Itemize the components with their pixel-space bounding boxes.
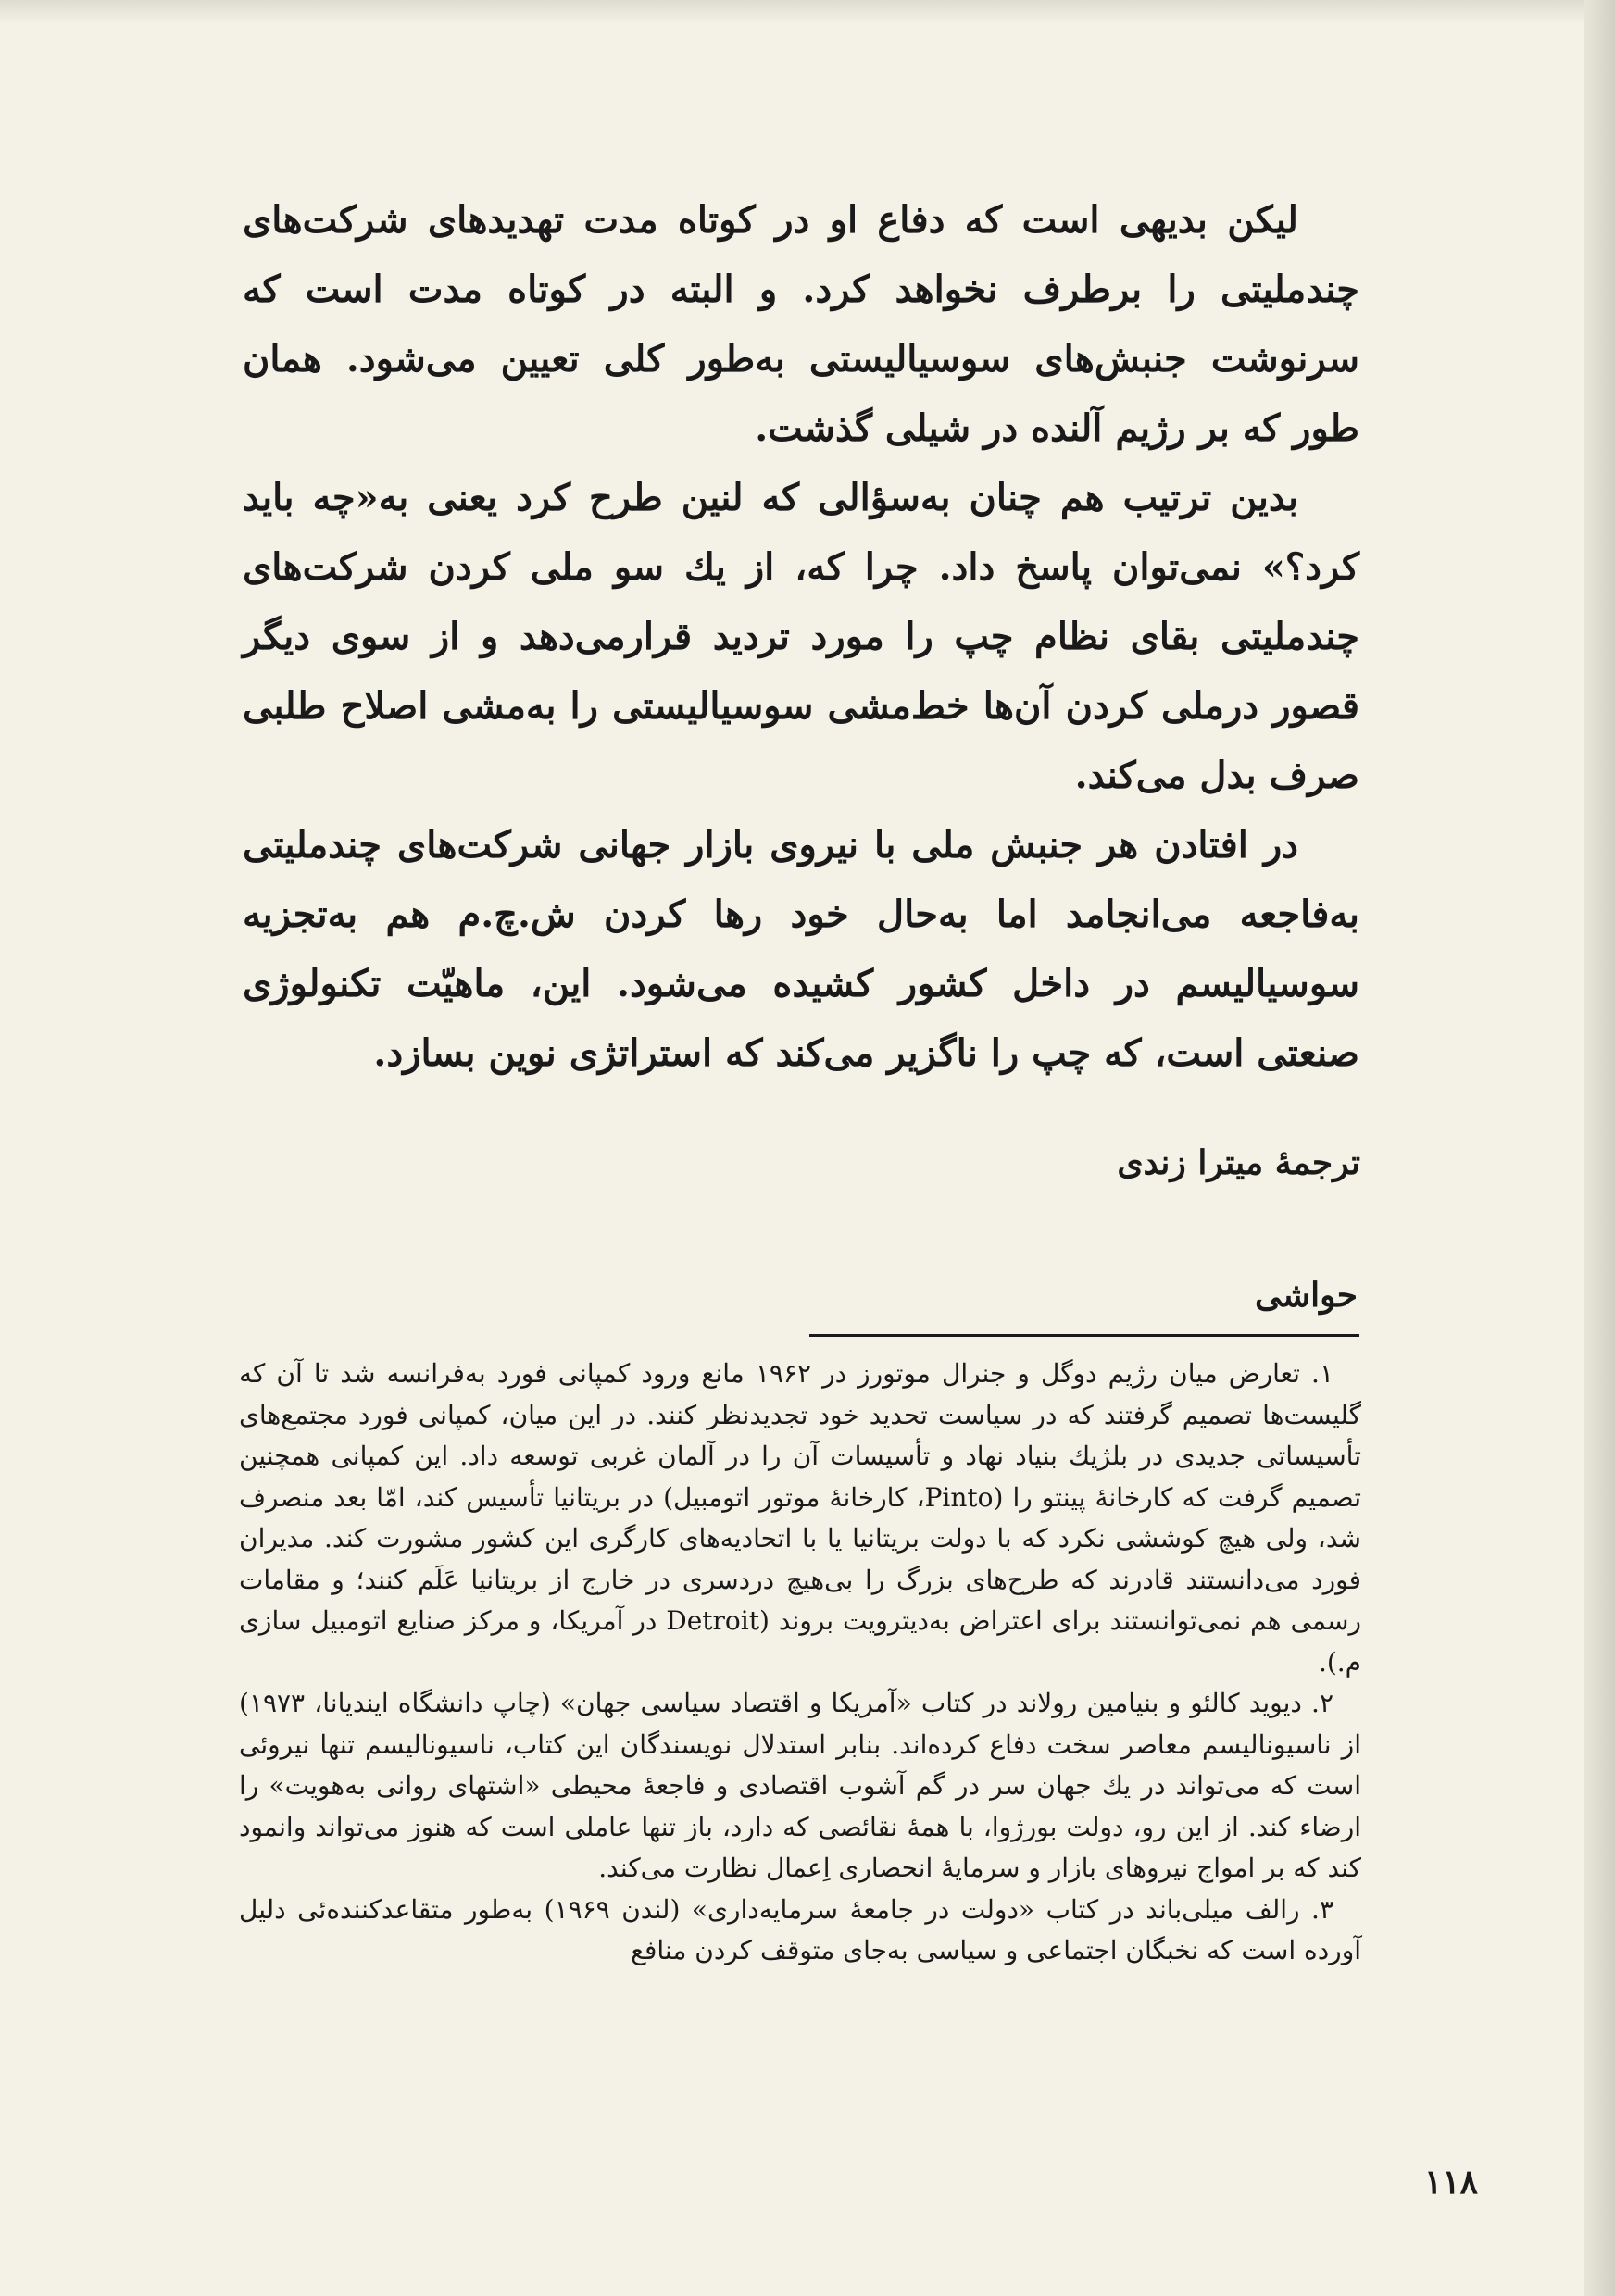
page-top-shadow (0, 0, 1584, 24)
paragraph: لیکن بدیهی است که دفاع او در کوتاه مدت تهدیدهای شرکت‌های چندملیتی را برطرف نخواهد کرد. و البته در کوتاه مدت است که سرنوشت جنبش‌های سوسیالیستی به‌طور کلی تعیین می‌شود. همان طور که بر رژیم آلنده در شیلی گذشت. (243, 198, 1359, 450)
translator-credit: ترجمهٔ میترا زندی (1117, 1143, 1360, 1182)
notes-divider (809, 1334, 1359, 1337)
paragraph: در افتادن هر جنبش ملی با نیروی بازار جهانی شرکت‌های چندملیتی به‌فاجعه می‌انجامد اما به‌حال خود رها کردن ش.چ.م هم به‌تجزیه سوسیالیسم در داخل کشور کشیده می‌شود. این، ماهیّت تکنولوژی صنعتی است، که چپ را ناگزیر می‌کند که استراتژی نوین بسازد. (243, 823, 1359, 1075)
paragraph: بدین ترتیب هم چنان به‌سؤالی که لنین طرح کرد یعنی به«چه باید کرد؟» نمی‌توان پاسخ داد. چرا که، از یك سو ملی کردن شرکت‌های چندملیتی بقای نظام چپ را مورد تردید قرارمی‌دهد و از سوی دیگر قصور درملی کردن آن‌ها خط‌مشی سوسیالیستی را به‌مشی اصلاح طلبی صرف بدل می‌کند. (243, 476, 1359, 797)
footnote: ۲. دیوید کالئو و بنیامین رولاند در کتاب «آمریکا و اقتصاد سیاسی جهان» (چاپ دانشگاه ایندیانا، ۱۹۷۳) از ناسیونالیسم معاصر سخت دفاع کرده‌اند. بنابر استدلال نویسندگان این کتاب، ناسیونالیسم تنها نیروئی است که می‌تواند در یك جهان سر در گم آشوب اقتصادی و فاجعهٔ محیطی «اشتهای روانی به‌هویت» را ارضاء کند. از این رو، دولت بورژوا، با همهٔ نقائصی که دارد، باز تنها عاملی است که هنوز می‌تواند وانمود کند که بر امواج نیروهای بازار و سرمایهٔ انحصاری اِعمال نظارت می‌کند. (239, 1688, 1361, 1883)
notes-heading: حواشی (1254, 1276, 1358, 1315)
footnote: ۳. رالف میلی‌باند در کتاب «دولت در جامعهٔ سرمایه‌داری» (لندن ۱۹۶۹) به‌طور متقاعدکننده‌ئی دلیل آورده است که نخبگان اجتماعی و سیاسی به‌جای متوقف کردن منافع (239, 1893, 1361, 1965)
page-edge (1584, 0, 1615, 2296)
footnote: ۱. تعارض میان رژیم دوگل و جنرال موتورز در ۱۹۶۲ مانع ورود کمپانی فورد به‌فرانسه شد تا آن که گلیست‌ها تصمیم گرفتند که در سیاست تحدید خود تجدیدنظر کنند. در این میان، کمپانی فورد مجتمع‌های تأسیساتی جدیدی در بلژیك بنیاد نهاد و تأسیسات آن را در آلمان غربی توسعه داد. این کمپانی همچنین تصمیم گرفت که کارخانهٔ پینتو را (Pinto، کارخانهٔ موتور اتومبیل) در بریتانیا تأسیس کند، امّا بعد منصرف شد، ولی هیچ کوششی نکرد که با دولت بریتانیا یا با اتحادیه‌های کارگری این کشور مشورت کند. مدیران فورد می‌دانستند قادرند که طرح‌های بزرگ را بی‌هیچ دردسری در خارج از بریتانیا عَلَم کنند؛ و مقامات رسمی هم نمی‌توانستند برای اعتراض به‌دیترویت بروند (Detroit در آمریکا، و مرکز صنایع اتومبیل سازی م.). (239, 1358, 1361, 1678)
footnotes (239, 1354, 1361, 1972)
page-number: ۱۱۸ (1424, 2163, 1479, 2202)
body-text (243, 185, 1359, 1088)
